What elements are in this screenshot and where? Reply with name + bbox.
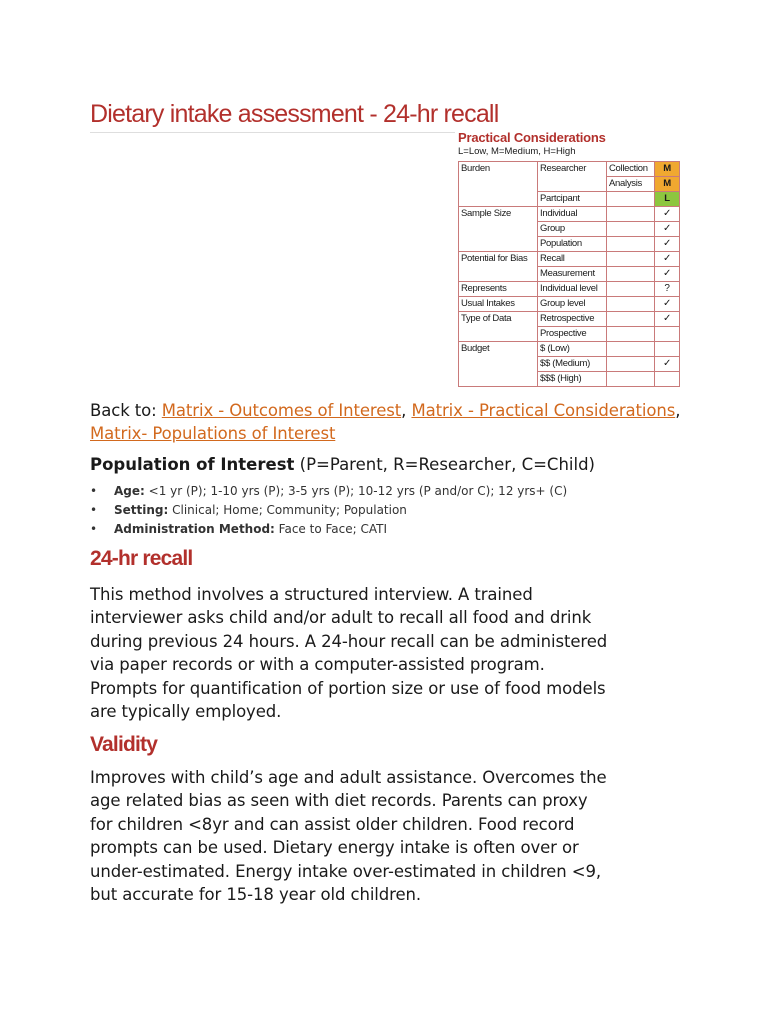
table-cell-item: $$$ (High) (538, 372, 607, 387)
section-heading-24hr-recall: 24-hr recall (90, 547, 193, 570)
table-row (459, 177, 680, 192)
table-cell-item: $$ (Medium) (538, 357, 607, 372)
list-item-setting (90, 501, 710, 520)
paragraph-line: Prompts for quantification of portion size or use of food models (90, 678, 606, 698)
table-cell-category: Sample Size (459, 207, 538, 222)
table-cell-category: Type of Data (459, 312, 538, 327)
table-cell-category (459, 177, 538, 192)
bullet-label: Setting: (114, 503, 169, 517)
table-cell-category (459, 327, 538, 342)
bullet-icon: • (90, 522, 98, 536)
rating-cell: M (655, 162, 680, 177)
table-cell-item: Group level (538, 297, 607, 312)
paragraph-line: age related bias as seen with diet records. Parents can proxy (90, 791, 588, 811)
check-icon: ✓ (655, 222, 680, 237)
link-separator: , (675, 401, 681, 420)
table-cell-category (459, 222, 538, 237)
table-row (459, 267, 680, 282)
paragraph-line: This method involves a structured interview. A trained (90, 585, 533, 604)
table-cell-category: Usual Intakes (459, 297, 538, 312)
table-cell-category: Represents (459, 282, 538, 297)
page-title: Dietary intake assessment - 24-hr recall (90, 100, 499, 128)
table-cell-sub (607, 297, 655, 312)
table-cell-sub (607, 372, 655, 387)
list-item-administration-method (90, 520, 710, 539)
link-separator: , (401, 401, 412, 420)
table-cell-category: Potential for Bias (459, 252, 538, 267)
link-matrix-practical-considerations[interactable]: Matrix - Practical Considerations (411, 401, 676, 420)
table-cell-item: Population (538, 237, 607, 252)
table-row (459, 222, 680, 237)
table-row (459, 162, 680, 177)
bullet-text: Clinical; Home; Community; Population (168, 503, 407, 517)
paragraph-line: via paper records or with a computer-assisted program. (90, 655, 545, 675)
check-icon: ✓ (655, 357, 680, 372)
paragraph-line: are typically employed. (90, 702, 282, 722)
rating-cell: M (655, 177, 680, 192)
population-heading-label: Population of Interest (90, 455, 295, 474)
link-matrix-outcomes-of-interest[interactable]: Matrix - Outcomes of Interest (161, 401, 402, 420)
bullet-text: Face to Face; CATI (274, 522, 388, 536)
table-cell-item: $ (Low) (538, 342, 607, 357)
paragraph-line: Improves with child’s age and adult assistance. Overcomes the (90, 768, 607, 787)
table-cell-category: Burden (459, 162, 538, 177)
population-heading (90, 453, 710, 477)
bullet-icon: • (90, 484, 98, 498)
population-heading-legend: (P=Parent, R=Researcher, C=Child) (294, 455, 595, 474)
paragraph-line: interviewer asks child and/or adult to recall all food and drink (90, 608, 592, 628)
bullet-text: <1 yr (P); 1-10 yrs (P); 3-5 yrs (P); 10-12 yrs (P and/or C); 12 yrs+ (C) (144, 484, 568, 498)
mark-cell (655, 372, 680, 387)
table-cell-sub (607, 357, 655, 372)
population-bullet-list (90, 482, 710, 539)
back-to-label: Back to: (90, 401, 162, 420)
table-row (459, 237, 680, 252)
table-cell-item: Individual (538, 207, 607, 222)
table-cell-category (459, 357, 538, 372)
table-cell-category (459, 372, 538, 387)
table-cell-sub (607, 207, 655, 222)
table-cell-item: Researcher (538, 162, 607, 177)
paragraph-line: for children <8yr and can assist older children. Food record (90, 814, 575, 834)
practical-considerations-legend: L=Low, M=Medium, H=High (458, 146, 576, 157)
mark-cell (655, 327, 680, 342)
bullet-label: Administration Method: (114, 522, 275, 536)
table-cell-category (459, 267, 538, 282)
title-divider (90, 132, 455, 133)
table-cell-item: Prospective (538, 327, 607, 342)
table-cell-sub (607, 192, 655, 207)
table-row (459, 192, 680, 207)
check-icon: ✓ (655, 297, 680, 312)
practical-considerations-figure (458, 130, 679, 387)
bullet-label: Age: (114, 484, 145, 498)
rating-cell: L (655, 192, 680, 207)
check-icon: ✓ (655, 252, 680, 267)
table-cell-category (459, 237, 538, 252)
table-row (459, 297, 680, 312)
practical-considerations-title: Practical Considerations (458, 130, 606, 145)
section-paragraph-24hr-recall (90, 583, 690, 723)
check-icon: ✓ (655, 237, 680, 252)
table-row (459, 372, 680, 387)
table-cell-item (538, 177, 607, 192)
table-cell-category: Budget (459, 342, 538, 357)
section-paragraph-validity (90, 766, 690, 906)
table-cell-sub: Collection (607, 162, 655, 177)
table-row (459, 327, 680, 342)
section-heading-validity: Validity (90, 733, 158, 756)
table-cell-sub (607, 342, 655, 357)
table-cell-sub (607, 222, 655, 237)
mark-cell (655, 342, 680, 357)
table-cell-item: Partcipant (538, 192, 607, 207)
check-icon: ✓ (655, 267, 680, 282)
table-cell-sub (607, 312, 655, 327)
table-cell-sub: Analysis (607, 177, 655, 192)
table-cell-item: Individual level (538, 282, 607, 297)
link-matrix-populations-of-interest[interactable]: Matrix- Populations of Interest (90, 424, 336, 443)
table-row (459, 342, 680, 357)
list-item-age (90, 482, 710, 501)
table-row (459, 312, 680, 327)
paragraph-line: under-estimated. Energy intake over-estimated in children <9, (90, 861, 602, 881)
table-cell-category (459, 192, 538, 207)
table-row (459, 252, 680, 267)
table-row (459, 357, 680, 372)
check-icon: ✓ (655, 312, 680, 327)
paragraph-line: during previous 24 hours. A 24-hour recall can be administered (90, 631, 608, 651)
mark-cell: ? (655, 282, 680, 297)
paragraph-line: but accurate for 15-18 year old children. (90, 885, 422, 905)
table-cell-item: Retrospective (538, 312, 607, 327)
paragraph-line: prompts can be used. Dietary energy intake is often over or (90, 838, 579, 858)
table-cell-item: Group (538, 222, 607, 237)
table-cell-sub (607, 237, 655, 252)
table-cell-sub (607, 282, 655, 297)
table-row (459, 282, 680, 297)
table-row (459, 207, 680, 222)
practical-considerations-table (458, 161, 680, 387)
back-to-nav (90, 399, 690, 445)
table-cell-item: Measurement (538, 267, 607, 282)
table-cell-sub (607, 327, 655, 342)
check-icon: ✓ (655, 207, 680, 222)
table-cell-item: Recall (538, 252, 607, 267)
table-cell-sub (607, 252, 655, 267)
table-cell-sub (607, 267, 655, 282)
bullet-icon: • (90, 503, 98, 517)
